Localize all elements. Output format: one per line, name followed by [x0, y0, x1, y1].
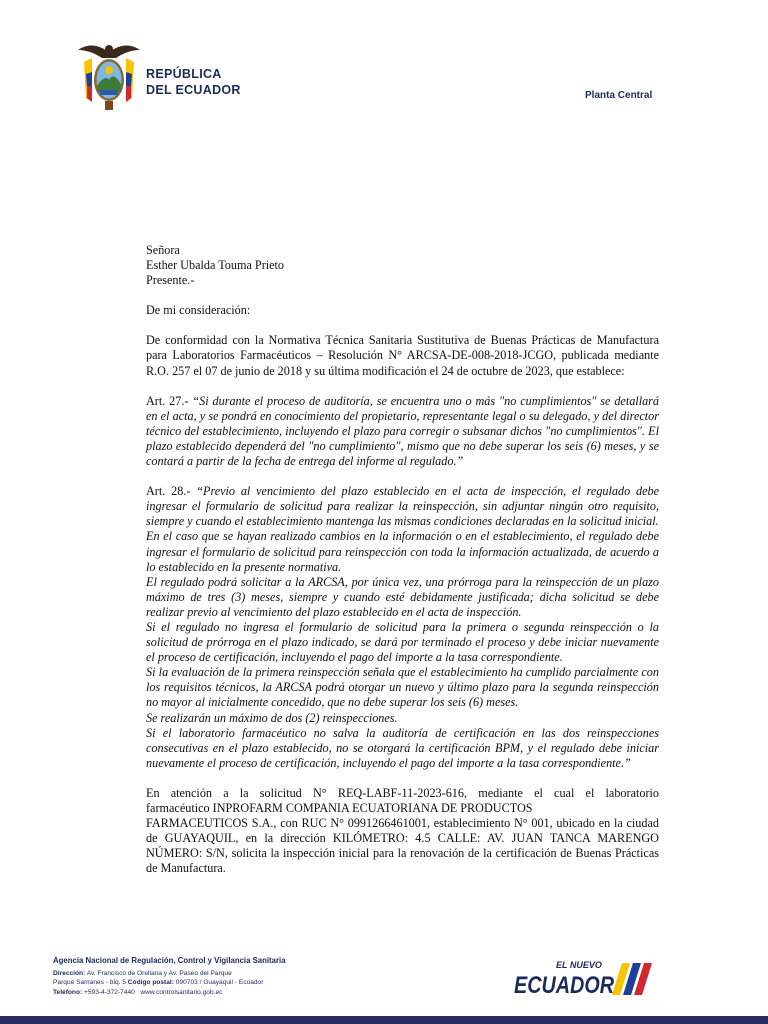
footer-bar [0, 1016, 768, 1024]
article-28 [146, 484, 659, 529]
footer-address: Dirección: Av. Francisco de Orellana y Av. Paseo del Parque [53, 969, 232, 977]
article-28-para-2: En el caso que se hayan realizado cambios en la información o en el establecimiento, el regulado debe ingresar el formulario de solicitud para reinspección con toda la información actualizada, de acuerdo a lo establecido en la presente normativa. [146, 529, 659, 574]
recipient-name: Esther Ubalda Touma Prieto [146, 258, 285, 273]
article-28-para-6: Se realizarán un máximo de dos (2) reinspecciones. [146, 710, 398, 725]
article-28-para-4: Si el regulado no ingresa el formulario de solicitud para la primera o segunda reinspección o la solicitud de prórroga en el plazo indicado, se dará por terminado el proceso y debe iniciar nuevamente el proceso de certificación, incluyendo el pago del importe a la tasa correspondiente. [146, 619, 659, 665]
el-nuevo-ecuador-logo [512, 955, 660, 1000]
footer-phone: Teléfono: +593-4-372-7440 www.controlsanitario.gob.ec [53, 988, 223, 996]
article-28-para-7: Si el laboratorio farmacéutico no salva la auditoría de certificación en las dos reinspecciones consecutivas en el plazo establecido, no se otorgará la certificación BPM, y el regulado debe iniciar nuevamente el proceso de certificación, incluyendo el pago del importe a la tasa correspondiente.” [146, 725, 659, 770]
closing-paragraph: FARMACEUTICOS S.A., con RUC N° 0991266461001, establecimiento N° 001, ubicado en la ciudad de GUAYAQUIL, en la dirección KILÓMETRO: 4.5 CALLE: AV. JUAN TANCA MARENGO NÚMERO: S/N, solicita la inspección inicial para la renovación de la certificación de Buenas Prácticas de Manufactura. [146, 816, 659, 876]
presente-line: Presente.- [146, 273, 195, 288]
closing-line-1: En atención a la solicitud N° REQ-LABF-11-2023-616, mediante el cual el laboratorio [146, 785, 659, 800]
article-28-para-1: “Previo al vencimiento del plazo establecido en el acta de inspección, el regulado debe ingresar el formulario de solicitud para realizar la reinspección, sin adjuntar ningún otro requisito, siempre y cuando el establecimiento mantenga las mismas condiciones declaradas en la solicitud inicial. [146, 484, 660, 529]
ecuador-coat-of-arms-icon [74, 40, 144, 112]
letter-body [146, 243, 659, 876]
footer-contact [53, 956, 286, 997]
location-label: Planta Central [585, 90, 653, 101]
greeting: De mi consideración: [146, 303, 251, 318]
article-27 [146, 394, 659, 469]
logo-main-text: ECUADOR [514, 972, 615, 999]
republic-title [146, 66, 241, 98]
salutation: Señora [146, 243, 180, 257]
footer-postal: Parque Samanes - blq. 5 Código postal: 090703 / Guayaquil - Ecuador [53, 979, 264, 987]
article-28-para-3: El regulado podrá solicitar a la ARCSA, por única vez, una prórroga para la reinspección de un plazo máximo de tres (3) meses, siempre y cuando esté debidamente justificada; dicha solicitud se debe realizar previo al vencimiento del plazo establecido en el acta de inspección. [146, 574, 659, 619]
article-27-label: Art. 27.- [146, 393, 189, 408]
republic-title-line2: DEL ECUADOR [146, 83, 241, 97]
footer-website-link[interactable]: www.controlsanitario.gob.ec [140, 988, 223, 996]
republic-title-line1: REPÚBLICA [146, 67, 222, 81]
closing-line-2: farmacéutico INPROFARM COMPANIA ECUATORIANA DE PRODUCTOS [146, 801, 533, 815]
footer-agency-name: Agencia Nacional de Regulación, Control y Vigilancia Sanitaria [53, 956, 286, 965]
article-27-text: “Si durante el proceso de auditoría, se encuentra uno o más "no cumplimientos" se detallará en el acta, y se pondrá en conocimiento del propietario, representante legal o su delegado, y del director técnico del establecimiento, incluyendo el plazo para corregir o subsanar dichos "no cumplimientos". El plazo establecido dependerá del "no cumplimiento", mismo que no debe superar los seis (6) meses, y se contará a partir de la fecha de entrega del informe al regulado.” [146, 393, 660, 469]
article-28-label: Art. 28.- [146, 484, 191, 499]
article-28-para-5: Si la evaluación de la primera reinspección señala que el establecimiento ha cumplido parcialmente con los requisitos técnicos, la ARCSA podrá otorgar un nuevo y último plazo para la segunda reinspección no mayor al inicialmente concedido, que no debe superar los seis (6) meses. [146, 665, 659, 710]
intro-paragraph: De conformidad con la Normativa Técnica Sanitaria Sustitutiva de Buenas Prácticas de Manufactura para Laboratorios Farmacéuticos – Resolución N° ARCSA-DE-008-2018-JCGO, publicada mediante R.O. 257 el 07 de junio de 2018 y su última modificación el 24 de octubre de 2023, que establece: [146, 333, 659, 378]
logo-top-text: EL NUEVO [556, 960, 602, 970]
